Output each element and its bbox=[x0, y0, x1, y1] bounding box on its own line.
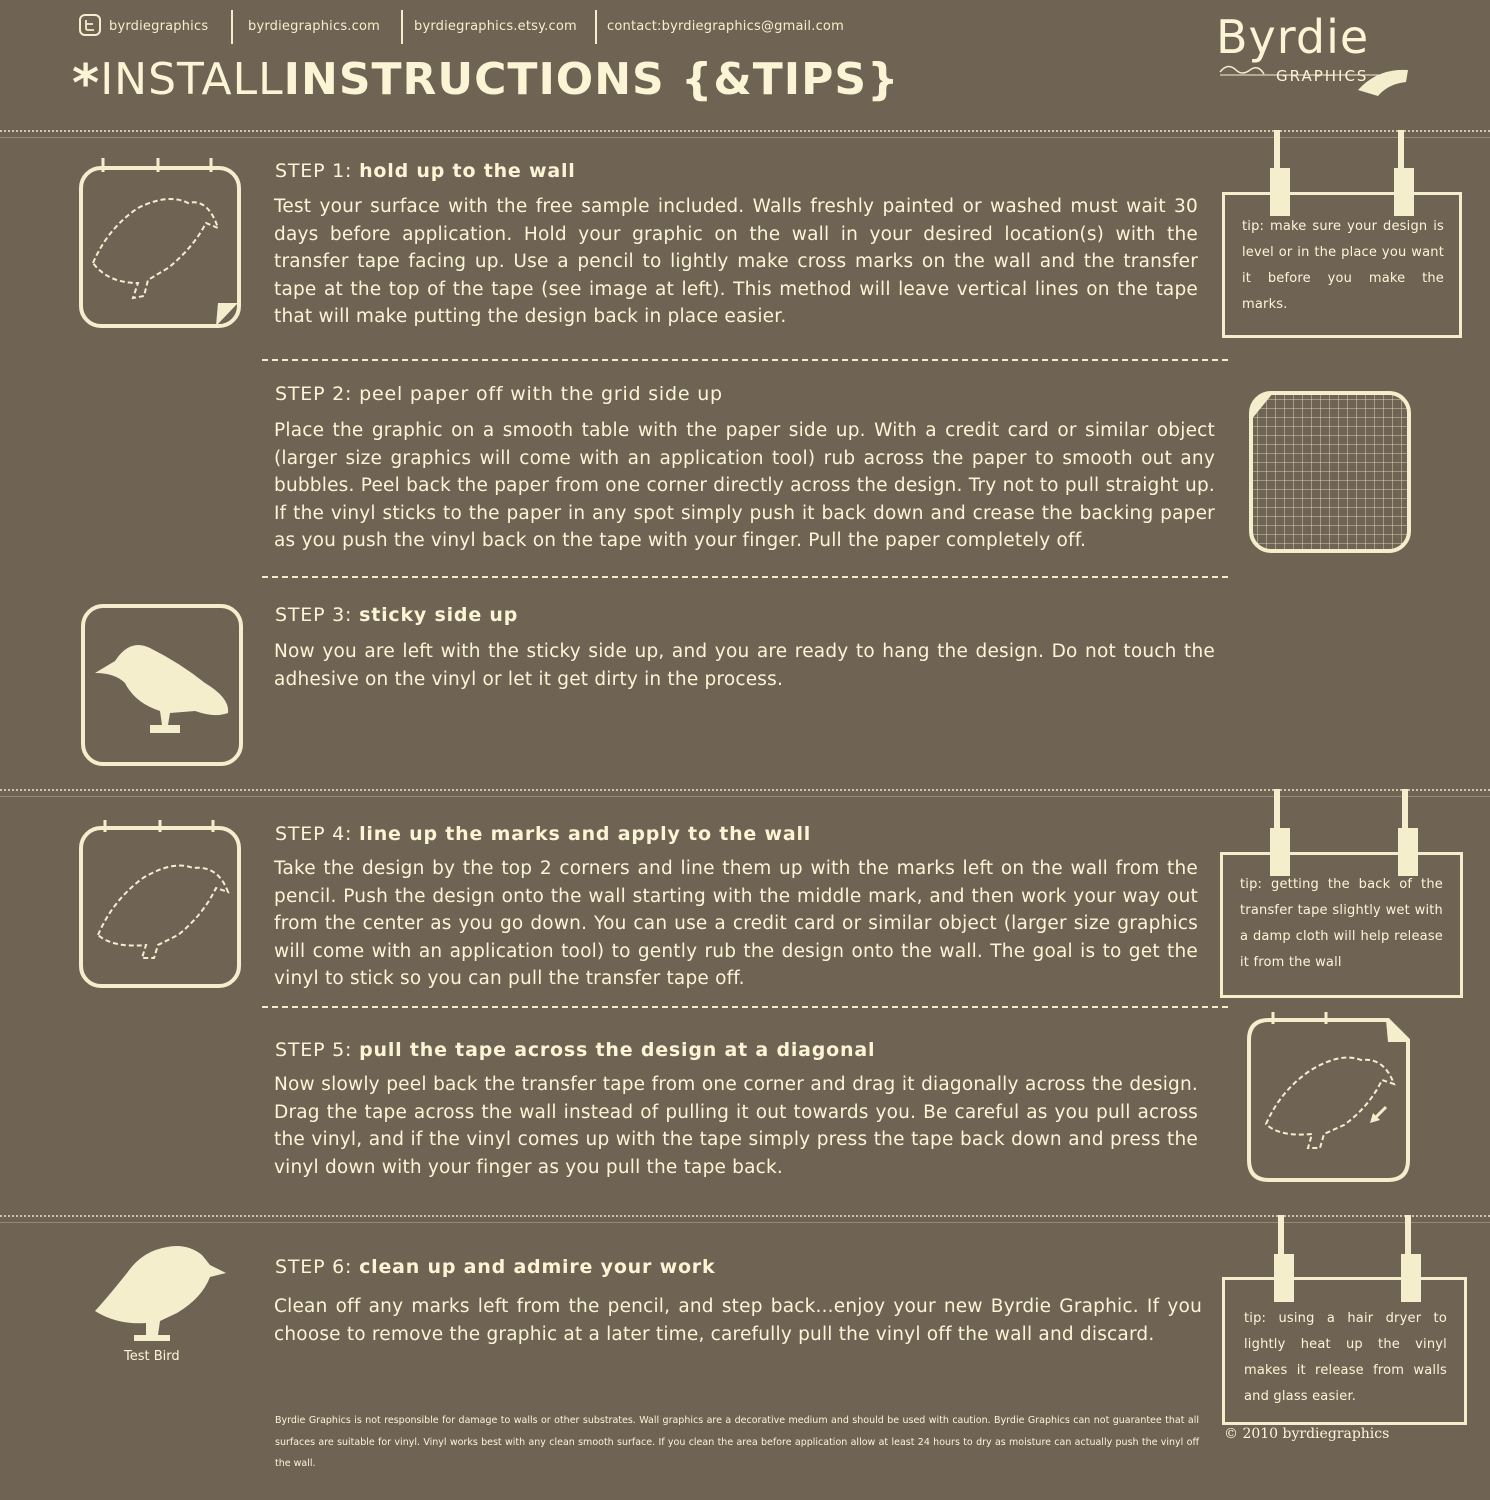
dashed-divider bbox=[262, 359, 1228, 361]
step-6-heading bbox=[275, 1256, 715, 1278]
rope-divider bbox=[0, 1215, 1490, 1223]
step-label: STEP 3: bbox=[275, 604, 353, 626]
step-6-body: Clean off any marks left from the pencil, and step back...enjoy your new Byrdie Graphic. If you choose to remove the graphic at a later time, carefully pull the vinyl off the wall and discard. bbox=[274, 1296, 1202, 1345]
etsy-link[interactable]: byrdiegraphics.etsy.com bbox=[414, 19, 577, 34]
rope-divider bbox=[0, 130, 1490, 138]
step-2-body: Place the graphic on a smooth table with the paper side up. With a credit card or similar object (larger size graphics will come with an application tool) rub across the paper to smooth out any bubbles. Peel back the paper from one corner directly across the design. Try not to pull straight up. If the vinyl sticks to the paper in any spot simply push it back down and crease the backing paper as you push the vinyl back on the tape with your finger. Pull the paper completely off. bbox=[274, 420, 1215, 551]
peel-tape-diagonal-icon bbox=[1246, 1012, 1411, 1184]
step-label: STEP 1: bbox=[275, 160, 353, 182]
twitter-icon[interactable] bbox=[79, 14, 101, 36]
logo-flourish-icon bbox=[1218, 60, 1418, 105]
step-title: pull the tape across the design at a diagonal bbox=[359, 1039, 876, 1061]
step-label: STEP 6: bbox=[275, 1256, 353, 1278]
logo-subtext: GRAPHICS bbox=[1276, 67, 1369, 85]
solid-bird-icon bbox=[80, 603, 244, 767]
title-bold: INSTRUCTIONS {&TIPS} bbox=[283, 54, 900, 105]
dashed-divider bbox=[262, 1006, 1228, 1008]
test-bird-icon bbox=[92, 1243, 232, 1345]
tip-text: tip: make sure your design is level or in the place you want it before you make the marks. bbox=[1242, 219, 1444, 312]
header-divider bbox=[595, 10, 597, 44]
step-3-body: Now you are left with the sticky side up, and you are ready to hang the design. Do not touch the adhesive on the vinyl or let it get dirty in the process. bbox=[274, 641, 1215, 690]
step-3-heading bbox=[275, 604, 518, 626]
copyright-text: © 2010 byrdiegraphics bbox=[1224, 1426, 1390, 1442]
step-4-body: Take the design by the top 2 corners and line them up with the marks left on the wall from the pencil. Push the design onto the wall starting with the middle mark, and then work your way out from the center as you go down. You can use a credit card or similar object (larger size graphics will come with an application tool) to gently rub the design onto the wall. The goal is to get the vinyl to stick so you can pull the transfer tape off. bbox=[274, 858, 1198, 989]
step-title: sticky side up bbox=[359, 604, 519, 626]
title-star: * bbox=[72, 54, 101, 114]
step-1-heading bbox=[275, 160, 576, 182]
tip-box-3 bbox=[1222, 1277, 1467, 1425]
header-divider bbox=[231, 10, 233, 44]
step-title: peel paper off with the grid side up bbox=[359, 383, 723, 405]
step-label: STEP 5: bbox=[275, 1039, 353, 1061]
test-bird-label: Test Bird bbox=[124, 1349, 180, 1364]
logo-text: Byrdie bbox=[1216, 10, 1370, 64]
title-thin: INSTALL bbox=[100, 54, 284, 105]
tip-box-1 bbox=[1222, 192, 1462, 338]
step-2-heading bbox=[275, 383, 723, 405]
rope-divider bbox=[0, 789, 1490, 797]
step-title: line up the marks and apply to the wall bbox=[359, 823, 812, 845]
tip-text: tip: getting the back of the transfer tape slightly wet with a damp cloth will help release it from the wall bbox=[1240, 877, 1443, 970]
marked-tape-bird-outline-icon bbox=[78, 820, 243, 990]
contact-email-link[interactable]: contact:byrdiegraphics@gmail.com bbox=[607, 19, 844, 34]
step-label: STEP 4: bbox=[275, 823, 353, 845]
step-1-body: Test your surface with the free sample included. Walls freshly painted or washed must wait 30 days before application. Hold your graphic on the wall in your desired location(s) with the transfer tape facing up. Use a pencil to lightly make cross marks on the wall and the transfer tape at the top of the tape (see image at left). This method will leave vertical lines on the tape that will make putting the design back in place easier. bbox=[274, 196, 1198, 327]
dashed-divider bbox=[262, 576, 1228, 578]
step-title: hold up to the wall bbox=[359, 160, 576, 182]
step-title: clean up and admire your work bbox=[359, 1256, 716, 1278]
step-4-heading bbox=[275, 823, 811, 845]
step-5-heading bbox=[275, 1039, 875, 1061]
header-divider bbox=[401, 10, 403, 44]
marked-tape-bird-outline-icon bbox=[78, 158, 243, 330]
page-title bbox=[72, 54, 900, 114]
website-link[interactable]: byrdiegraphics.com bbox=[248, 19, 381, 34]
disclaimer-text: Byrdie Graphics is not responsible for damage to walls or other substrates. Wall graphics are a decorative medium and should be used with caution. Byrdie Graphics can not guarantee that all surfaces are suitable for vinyl. Vinyl works best with any clean smooth surface. If you clean the area before application allow at least 24 hours to dry as moisture can actually push the vinyl off the wall. bbox=[275, 1415, 1199, 1469]
twitter-link[interactable]: byrdiegraphics bbox=[109, 19, 209, 34]
step-5-body: Now slowly peel back the transfer tape from one corner and drag it diagonally across the design. Drag the tape across the wall instead of pulling it out towards you. Be careful as you pull across the vinyl, and if the vinyl comes up with the tape simply press the tape back down and press the vinyl down with your finger as you pull the tape back. bbox=[274, 1074, 1198, 1178]
tip-text: tip: using a hair dryer to lightly heat up the vinyl makes it release from walls and glass easier. bbox=[1244, 1311, 1447, 1404]
tip-box-2 bbox=[1220, 852, 1463, 998]
step-label: STEP 2: bbox=[275, 383, 353, 405]
grid-paper-icon bbox=[1248, 390, 1412, 554]
